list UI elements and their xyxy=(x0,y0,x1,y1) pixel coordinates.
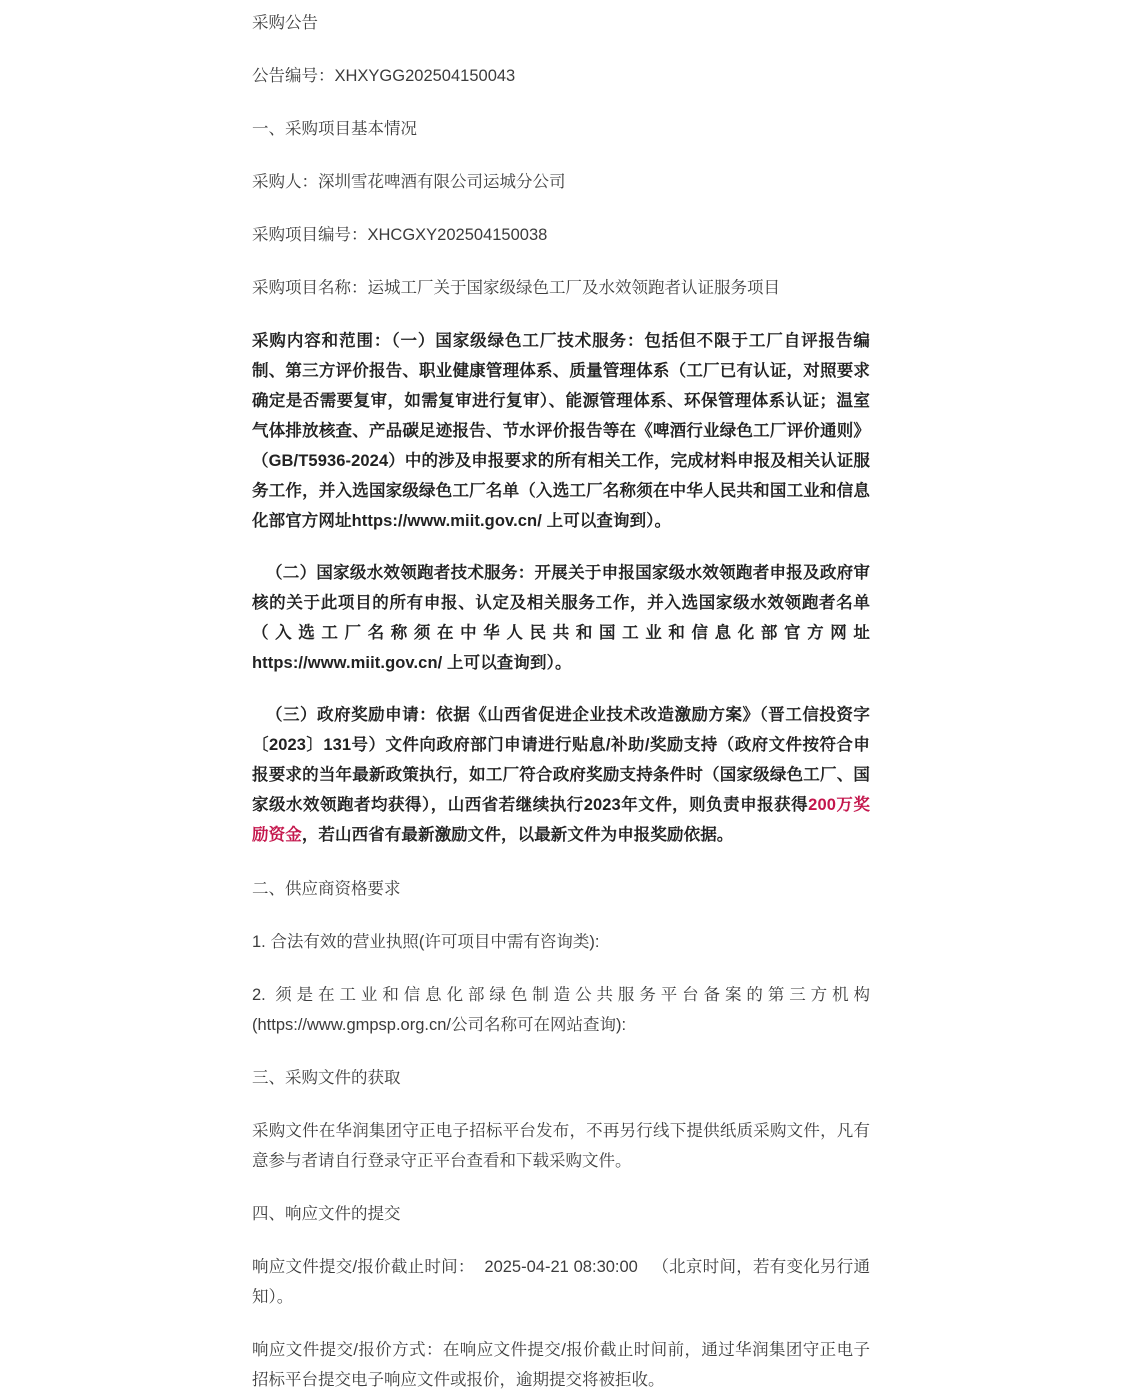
section-two-heading: 二、供应商资格要求 xyxy=(252,880,401,898)
scope-item-1-text: （一）国家级绿色工厂技术服务：包括但不限于工厂自评报告编制、第三方评价报告、职业健康管理体系、质量管理体系（工厂已有认证，对照要求确定是否需要复审，如需复审进行复审）、能源管理体系、环保管理体系认证；温室气体排放核查、产品碳足迹报告、节水评价报告等在《啤酒行业绿色工厂评价通则》（GB/T5936-2024）中的涉及申报要求的所有相关工作，完成材料申报及相关认证服务工作，并入选国家级绿色工厂名单（入选工厂名称须在中华人民共和国工业和信息化部官方网址https://www.miit.gov.cn/ 上可以查询到）。 xyxy=(252,332,870,530)
section-three-body: 采购文件在华润集团守正电子招标平台发布，不再另行线下提供纸质采购文件，凡有意参与者请自行登录守正平台查看和下载采购文件。 xyxy=(252,1122,870,1170)
notice-number-line xyxy=(252,61,870,91)
project-number-label: 采购项目编号： xyxy=(252,226,368,244)
page-title: 采购公告 xyxy=(252,14,318,32)
project-number-value: XHCGXY202504150038 xyxy=(367,226,548,244)
scope-item-3 xyxy=(252,700,870,850)
deadline-label: 响应文件提交/报价截止时间： xyxy=(252,1258,475,1276)
buyer-label: 采购人： xyxy=(252,173,318,191)
submission-method-label: 响应文件提交/报价方式： xyxy=(252,1341,443,1359)
section-three-heading: 三、采购文件的获取 xyxy=(252,1069,401,1087)
requirement-2-tail: (https://www.gmpsp.org.cn/公司名称可在网站查询): xyxy=(252,1016,627,1034)
requirement-2-main: 2. 须是在工业和信息化部绿色制造公共服务平台备案的第三方机构 xyxy=(252,986,870,1004)
requirement-2 xyxy=(252,980,870,1040)
document-content xyxy=(252,0,870,1395)
notice-number-label: 公告编号： xyxy=(252,67,335,85)
section-one-heading: 一、采购项目基本情况 xyxy=(252,120,417,138)
project-name-label: 采购项目名称： xyxy=(252,279,368,297)
buyer-value: 深圳雪花啤酒有限公司运城分公司 xyxy=(318,173,566,191)
deadline-line xyxy=(252,1252,870,1312)
deadline-spacer-2 xyxy=(638,1258,653,1276)
deadline-value: 2025-04-21 08:30:00 xyxy=(484,1258,638,1276)
scope-item-3-text-before: （三）政府奖励申请：依据《山西省促进企业技术改造激励方案》（晋工信投资字〔2023〕131号）文件向政府部门申请进行贴息/补助/奖励支持（政府文件按符合申报要求的当年最新政策执行，如工厂符合政府奖励支持条件时（国家级绿色工厂、国家级水效领跑者均获得），山西省若继续执行2023年文件，则负责申报获得 xyxy=(252,706,870,814)
submission-method-body: 在响应文件提交/报价截止时间前，通过华润集团守正电子招标平台提交电子响应文件或报价，逾期提交将被拒收。 xyxy=(252,1341,870,1389)
project-number-line xyxy=(252,220,870,250)
deadline-note: （北京时间，若有变化另行通知）。 xyxy=(252,1258,870,1306)
notice-number-value: XHXYGG202504150043 xyxy=(334,67,516,85)
project-name-value: 运城工厂关于国家级绿色工厂及水效领跑者认证服务项目 xyxy=(367,279,780,297)
scope-item-1 xyxy=(252,326,870,536)
award-amount-highlight: 200万奖励资金 xyxy=(252,796,870,844)
scope-item-2: （二）国家级水效领跑者技术服务：开展关于申报国家级水效领跑者申报及政府审核的关于此项目的所有申报、认定及相关服务工作，并入选国家级水效领跑者名单（入选工厂名称须在中华人民共和国工业和信息化部官方网址https://www.miit.gov.cn/ 上可以查询到）。 xyxy=(252,564,870,672)
deadline-spacer-1 xyxy=(475,1258,485,1276)
scope-lead-label: 采购内容和范围： xyxy=(252,332,392,350)
scope-item-3-text-after: ，若山西省有最新激励文件，以最新文件为申报奖励依据。 xyxy=(301,826,734,844)
section-four-heading: 四、响应文件的提交 xyxy=(252,1205,401,1223)
buyer-line xyxy=(252,167,870,197)
submission-method-line xyxy=(252,1335,870,1395)
project-name-line xyxy=(252,273,870,303)
requirement-1: 1. 合法有效的营业执照(许可项目中需有咨询类): xyxy=(252,933,600,951)
